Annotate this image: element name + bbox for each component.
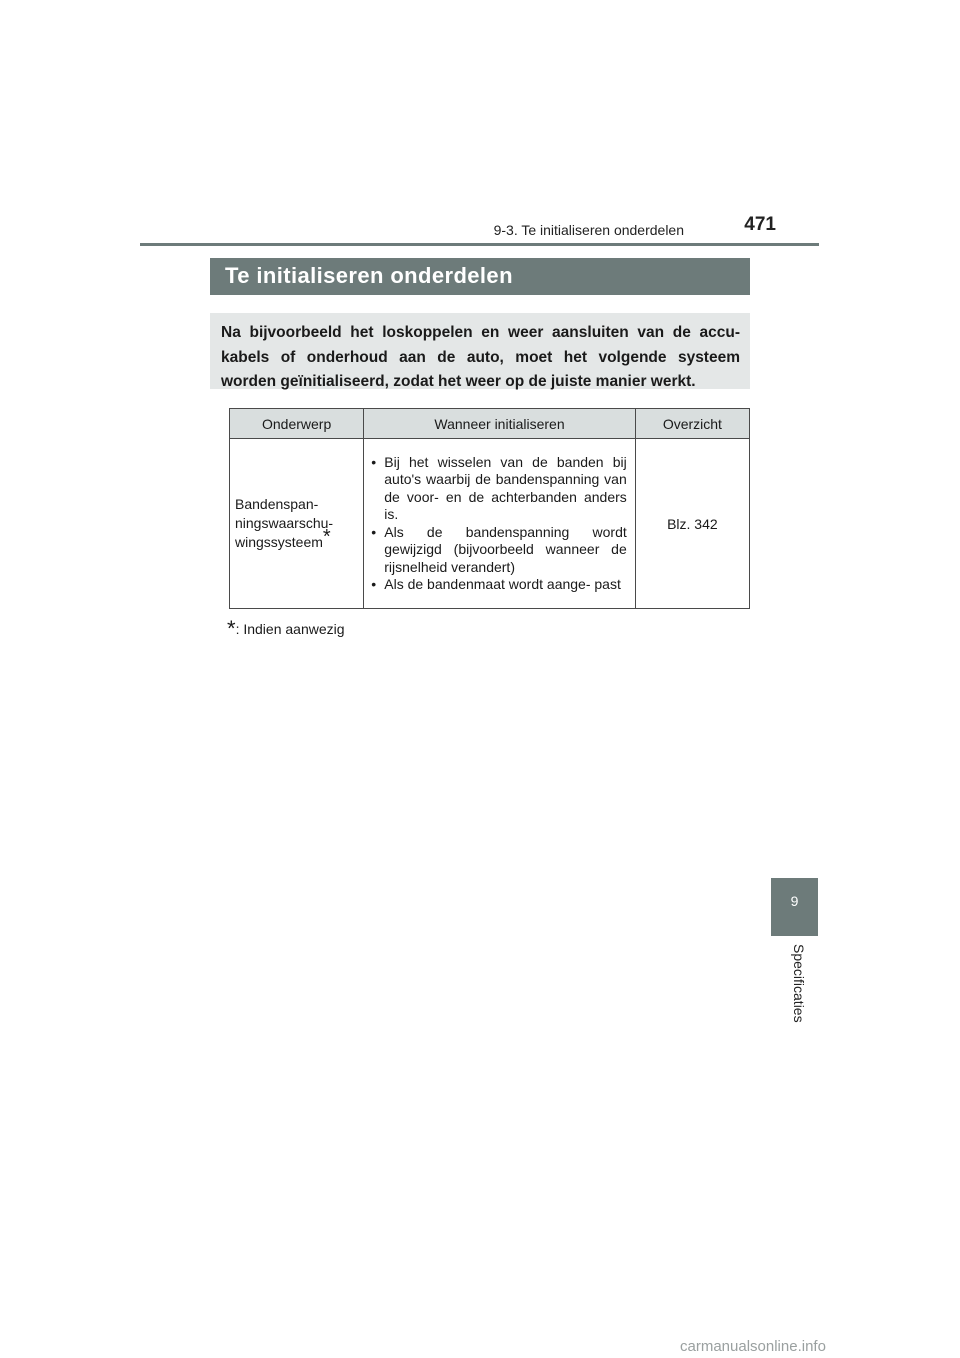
- footnote-text: : Indien aanwezig: [235, 621, 345, 637]
- intro-line-1: Na bijvoorbeeld het loskoppelen en weer aansluiten van de accu-: [221, 324, 740, 341]
- footnote-star: *: [227, 616, 236, 641]
- intro-line-2: kabels of onderhoud aan de auto, moet het volgende systeem: [221, 348, 740, 366]
- table-header-topic: Onderwerp: [230, 409, 364, 439]
- cell-topic: [230, 439, 364, 609]
- page-number: 471: [744, 214, 776, 235]
- table-header-when: Wanneer initialiseren: [364, 409, 636, 439]
- watermark: carmanualsonline.info: [680, 1338, 826, 1355]
- table-header-overview: Overzicht: [635, 409, 749, 439]
- intro-box: [210, 313, 750, 389]
- footnote: [227, 616, 345, 642]
- list-item: • Bij het wisselen van de banden bij auto's waarbij de bandenspanning van de voor- en de achterbanden anders is.: [371, 454, 627, 524]
- chapter-tab: 9: [771, 878, 818, 936]
- table-row: [230, 439, 750, 609]
- topic-line-text: wingssysteem: [235, 534, 323, 550]
- cell-overview: Blz. 342: [635, 439, 749, 609]
- when-list: [371, 454, 627, 594]
- topic-line: ningswaarschu-: [235, 515, 334, 531]
- footnote-mark: *: [322, 526, 331, 548]
- header-section-title: 9-3. Te initialiseren onderdelen: [493, 222, 684, 238]
- intro-line-3: worden geïnitialiseerd, zodat het weer op de juiste manier werkt.: [221, 373, 696, 390]
- section-title: Te initialiseren onderdelen: [210, 258, 750, 295]
- topic-line: Bandenspan-: [235, 496, 319, 512]
- header-rule: [140, 243, 819, 246]
- cell-when: [364, 439, 636, 609]
- list-item: • Als de bandenspanning wordt gewijzigd (bijvoorbeeld wanneer de rijsnelheid verandert): [371, 524, 627, 577]
- topic-line-last: [235, 526, 359, 552]
- initialization-table: [229, 408, 750, 609]
- chapter-tab-label: Specificaties: [791, 944, 807, 1023]
- table-header-row: [230, 409, 750, 439]
- list-item: • Als de bandenmaat wordt aange- past: [371, 576, 627, 594]
